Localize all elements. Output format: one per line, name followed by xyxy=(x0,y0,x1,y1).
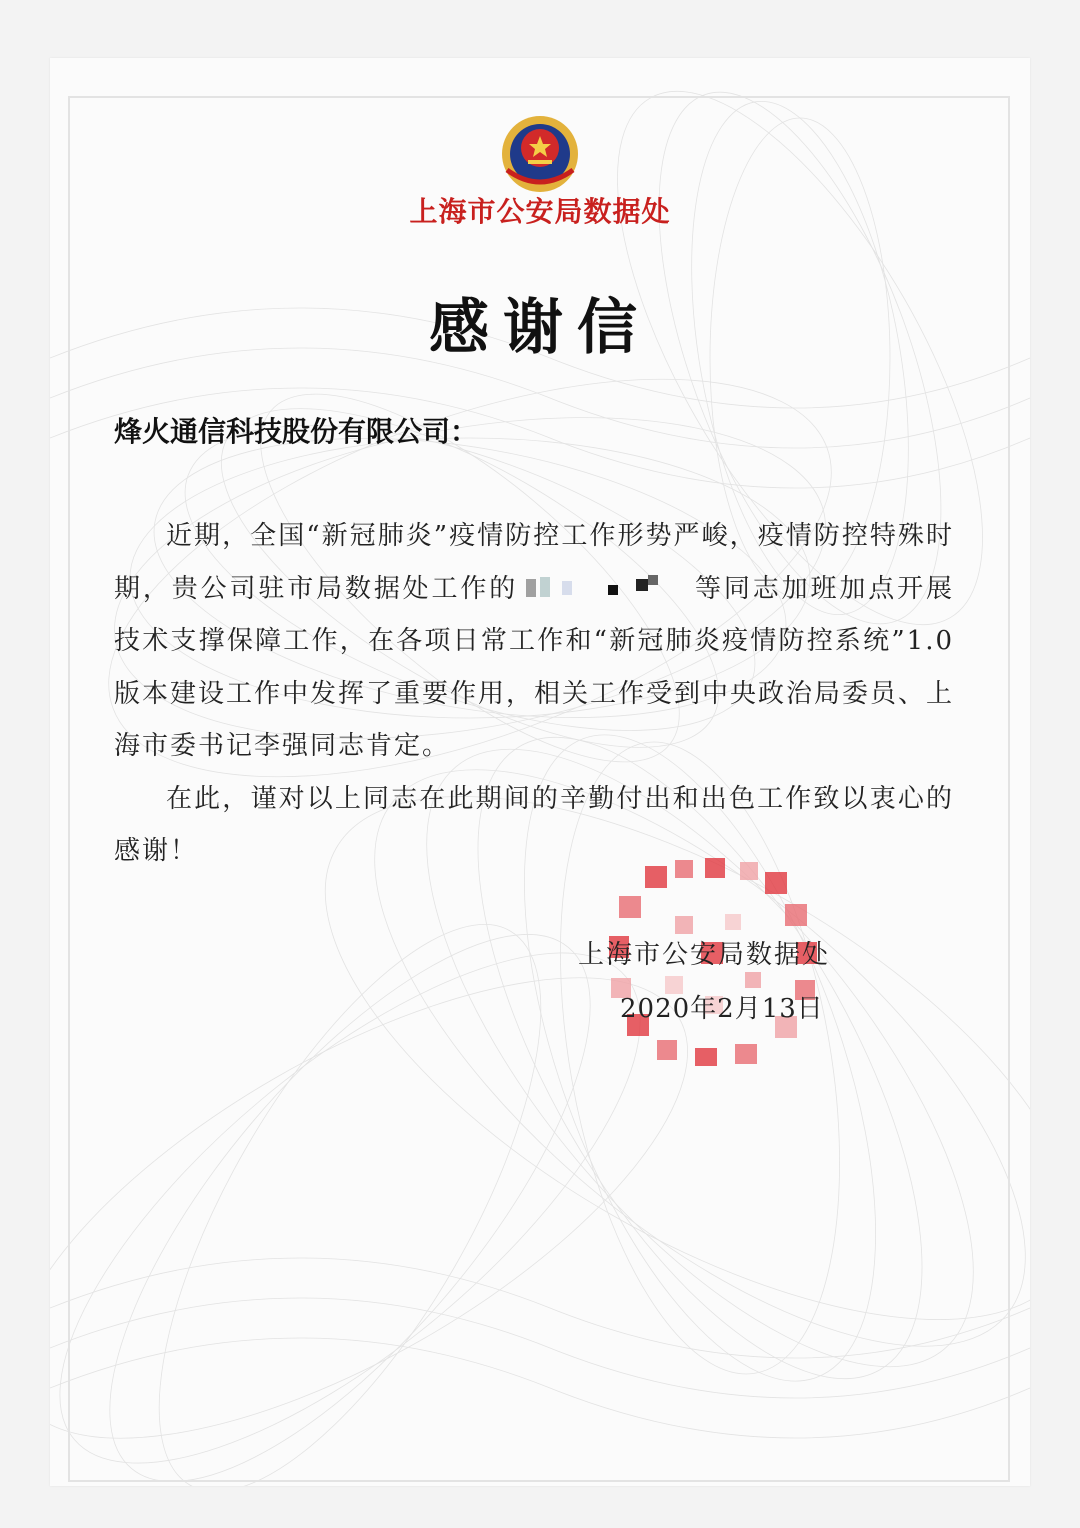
paragraph-2: 在此，谨对以上同志在此期间的辛勤付出和出色工作致以衷心的感谢！ xyxy=(114,783,954,866)
signature-date: 2020年2月13日 xyxy=(620,994,824,1024)
paragraph-1-text-b: 等同志加班加点开展技术支撑保障工作，在各项日常工作和“新冠肺炎疫情防控系统”1.0版本建设工作中发挥了重要作用，相关工作受到中央政治局委员、上海市委书记李强同志肯定。 xyxy=(114,573,955,761)
letter-body xyxy=(114,510,954,878)
salutation: 烽火通信科技股份有限公司： xyxy=(114,415,479,448)
redacted-names xyxy=(518,573,694,603)
signature-organization: 上海市公安局数据处 xyxy=(578,940,831,970)
page-title: 感谢信 xyxy=(429,293,651,363)
paragraph-1 xyxy=(114,510,954,773)
letterhead: 上海市公安局数据处 xyxy=(409,195,671,228)
letter-paper xyxy=(50,58,1030,1486)
police-emblem-icon xyxy=(497,110,583,196)
paragraph-1-text-a: 近期，全国“新冠肺炎”疫情防控工作形势严峻，疫情防控特殊时期，贵公司驻市局数据处工作的 xyxy=(114,521,954,604)
